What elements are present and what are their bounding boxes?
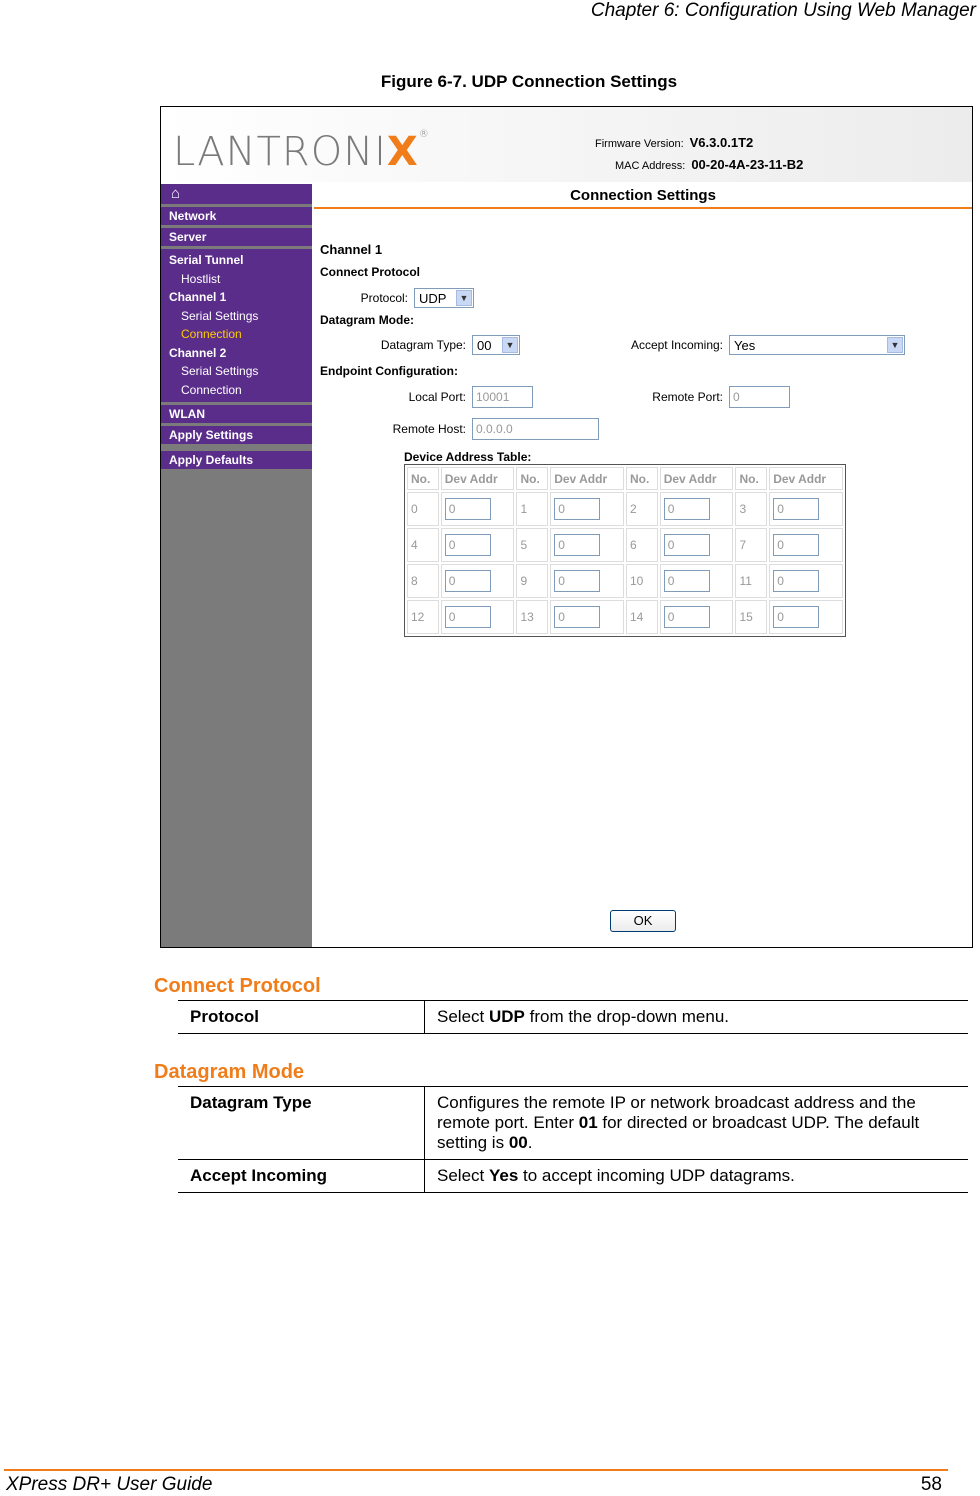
chevron-down-icon: ▼ bbox=[887, 337, 903, 353]
table-header-row bbox=[407, 467, 843, 490]
dev-addr-input[interactable]: 0 bbox=[664, 534, 710, 556]
dev-addr-input[interactable]: 0 bbox=[445, 498, 491, 520]
dev-addr-input[interactable]: 0 bbox=[773, 606, 819, 628]
protocol-select[interactable]: UDP ▼ bbox=[414, 288, 474, 308]
col-header: Dev Addr bbox=[660, 467, 734, 490]
datagram-type-label: Datagram Type: bbox=[380, 338, 466, 352]
param-description: Select UDP from the drop-down menu. bbox=[425, 1001, 969, 1034]
local-port-label: Local Port: bbox=[408, 390, 466, 404]
protocol-label: Protocol: bbox=[360, 291, 408, 305]
col-header: No. bbox=[516, 467, 548, 490]
nav-wlan[interactable]: WLAN bbox=[161, 405, 312, 423]
nav-network[interactable]: Network bbox=[161, 207, 312, 225]
dev-addr-input[interactable]: 0 bbox=[554, 606, 600, 628]
param-description: Configures the remote IP or network broadcast address and the remote port. Enter 01 for directed or broadcast UDP. The default setting is 00. bbox=[425, 1087, 969, 1160]
banner bbox=[161, 107, 972, 182]
datagram-type-select[interactable]: 00 ▼ bbox=[472, 335, 520, 355]
nav-serial-tunnel[interactable]: Serial Tunnel bbox=[169, 253, 244, 267]
nav-ch1-connection[interactable]: Connection bbox=[181, 327, 242, 341]
page-title: Connection Settings bbox=[314, 184, 972, 209]
dat-number: 9 bbox=[516, 564, 548, 598]
dat-number: 1 bbox=[516, 492, 548, 526]
device-address-table-heading: Device Address Table: bbox=[404, 450, 532, 464]
nav-channel-1[interactable]: Channel 1 bbox=[169, 290, 227, 304]
chapter-header: Chapter 6: Configuration Using Web Manager bbox=[590, 0, 976, 21]
page-number: 58 bbox=[920, 1474, 942, 1495]
nav-ch2-connection[interactable]: Connection bbox=[181, 382, 242, 397]
dat-number: 7 bbox=[735, 528, 767, 562]
nav-apply-defaults[interactable]: Apply Defaults bbox=[161, 451, 312, 469]
table-row bbox=[407, 600, 843, 634]
dev-addr-input[interactable]: 0 bbox=[554, 534, 600, 556]
footer-title: XPress DR+ User Guide bbox=[6, 1474, 213, 1495]
param-name: Accept Incoming bbox=[178, 1160, 425, 1193]
table-row bbox=[407, 528, 843, 562]
param-name: Datagram Type bbox=[178, 1087, 425, 1160]
dat-number: 0 bbox=[407, 492, 439, 526]
firmware-version: Firmware Version: V6.3.0.1T2 bbox=[595, 135, 754, 150]
dev-addr-input[interactable]: 0 bbox=[445, 570, 491, 592]
dat-number: 11 bbox=[735, 564, 767, 598]
dev-addr-input[interactable]: 0 bbox=[445, 606, 491, 628]
col-header: No. bbox=[735, 467, 767, 490]
mac-address: MAC Address: 00-20-4A-23-11-B2 bbox=[615, 157, 804, 172]
dat-number: 3 bbox=[735, 492, 767, 526]
dev-addr-input[interactable]: 0 bbox=[554, 498, 600, 520]
table-row bbox=[178, 1001, 968, 1034]
col-header: Dev Addr bbox=[550, 467, 624, 490]
figure-caption: Figure 6-7. UDP Connection Settings bbox=[380, 72, 678, 91]
remote-host-label: Remote Host: bbox=[392, 422, 466, 436]
endpoint-configuration-heading: Endpoint Configuration: bbox=[320, 364, 458, 378]
dat-number: 5 bbox=[516, 528, 548, 562]
main-panel bbox=[314, 184, 972, 947]
datagram-mode-table bbox=[178, 1086, 968, 1193]
dat-number: 6 bbox=[626, 528, 658, 562]
remote-port-label: Remote Port: bbox=[652, 390, 723, 404]
dev-addr-input[interactable]: 0 bbox=[664, 570, 710, 592]
ok-button[interactable]: OK bbox=[610, 910, 676, 932]
dat-number: 14 bbox=[626, 600, 658, 634]
nav-ch2-serial-settings[interactable]: Serial Settings bbox=[181, 364, 259, 378]
section-heading-connect-protocol: Connect Protocol bbox=[154, 975, 321, 997]
nav-apply-settings[interactable]: Apply Settings bbox=[161, 426, 312, 444]
dev-addr-input[interactable]: 0 bbox=[554, 570, 600, 592]
web-manager-screenshot bbox=[160, 106, 973, 948]
dat-number: 4 bbox=[407, 528, 439, 562]
lantronix-logo: LANTRONIX® bbox=[173, 129, 430, 175]
dat-number: 12 bbox=[407, 600, 439, 634]
dat-number: 10 bbox=[626, 564, 658, 598]
dev-addr-input[interactable]: 0 bbox=[664, 606, 710, 628]
local-port-input[interactable]: 10001 bbox=[472, 386, 533, 408]
dat-number: 13 bbox=[516, 600, 548, 634]
col-header: Dev Addr bbox=[441, 467, 515, 490]
sidebar bbox=[161, 184, 312, 947]
col-header: Dev Addr bbox=[769, 467, 843, 490]
param-description: Select Yes to accept incoming UDP datagrams. bbox=[425, 1160, 969, 1193]
nav-hostlist[interactable]: Hostlist bbox=[181, 271, 221, 286]
chevron-down-icon: ▼ bbox=[502, 337, 518, 353]
dev-addr-input[interactable]: 0 bbox=[773, 570, 819, 592]
dev-addr-input[interactable]: 0 bbox=[773, 534, 819, 556]
channel-heading: Channel 1 bbox=[320, 242, 383, 257]
chevron-down-icon: ▼ bbox=[456, 290, 472, 306]
table-row bbox=[407, 492, 843, 526]
dev-addr-input[interactable]: 0 bbox=[664, 498, 710, 520]
table-row bbox=[178, 1160, 968, 1193]
connect-protocol-heading: Connect Protocol bbox=[320, 265, 421, 279]
accept-incoming-label: Accept Incoming: bbox=[630, 338, 723, 352]
dev-addr-input[interactable]: 0 bbox=[445, 534, 491, 556]
section-heading-datagram-mode: Datagram Mode bbox=[154, 1061, 305, 1083]
footer-divider bbox=[4, 1469, 948, 1471]
col-header: No. bbox=[626, 467, 658, 490]
nav-ch1-serial-settings[interactable]: Serial Settings bbox=[181, 308, 259, 323]
accept-incoming-select[interactable]: Yes ▼ bbox=[729, 335, 905, 355]
col-header: No. bbox=[407, 467, 439, 490]
datagram-mode-heading: Datagram Mode: bbox=[320, 313, 415, 327]
nav-channel-2[interactable]: Channel 2 bbox=[169, 345, 227, 360]
dat-number: 15 bbox=[735, 600, 767, 634]
table-row bbox=[178, 1087, 968, 1160]
table-row bbox=[407, 564, 843, 598]
dat-number: 8 bbox=[407, 564, 439, 598]
remote-host-input[interactable]: 0.0.0.0 bbox=[472, 418, 599, 440]
dat-number: 2 bbox=[626, 492, 658, 526]
param-name: Protocol bbox=[178, 1001, 425, 1034]
nav-serial-tunnel-group bbox=[161, 249, 312, 402]
device-address-table bbox=[404, 464, 846, 637]
connect-protocol-table bbox=[178, 1000, 968, 1034]
dev-addr-input[interactable]: 0 bbox=[773, 498, 819, 520]
nav-server[interactable]: Server bbox=[161, 228, 312, 246]
home-icon[interactable]: ⌂ bbox=[161, 184, 312, 204]
remote-port-input[interactable]: 0 bbox=[729, 386, 790, 408]
